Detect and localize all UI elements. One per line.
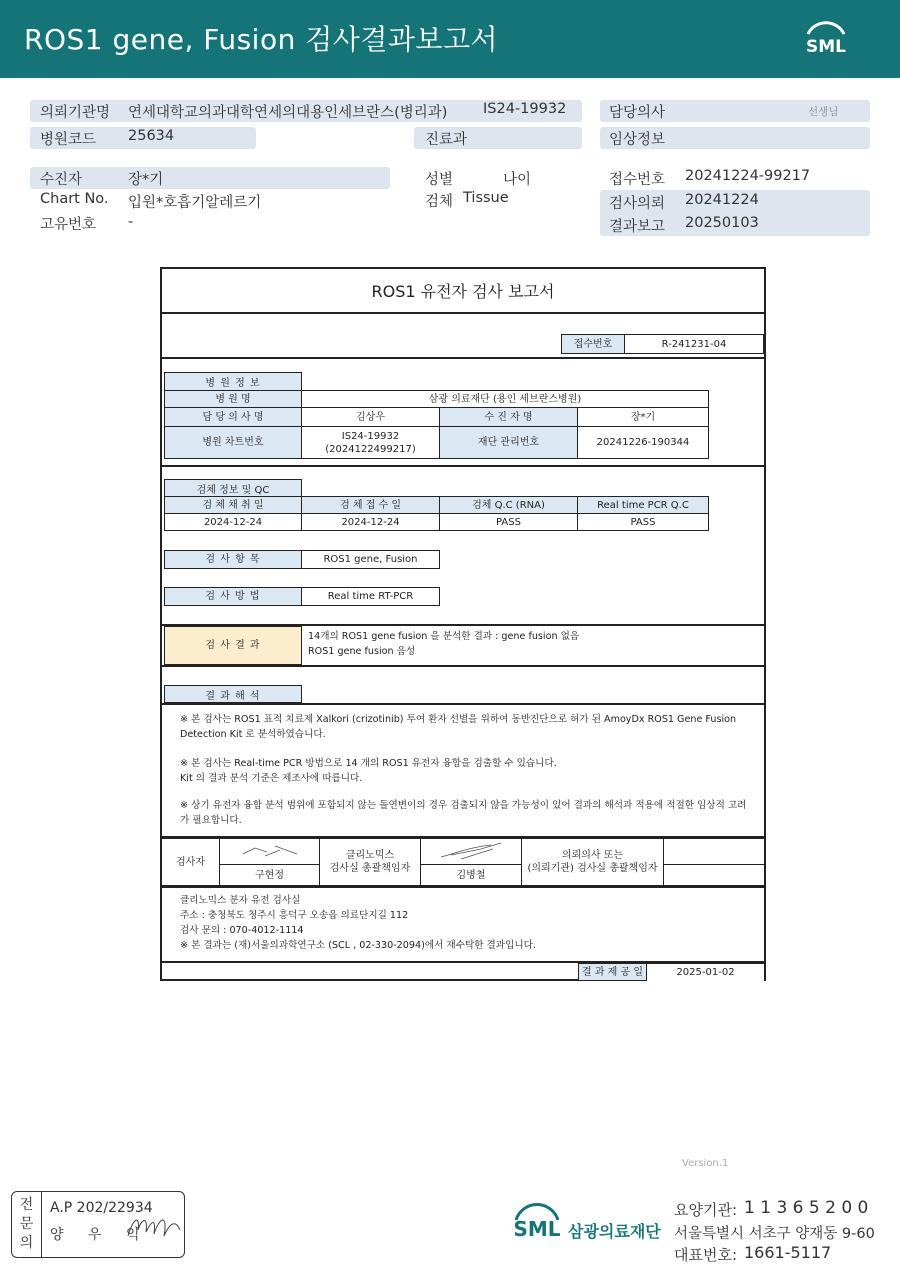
chart-label: Chart No.	[40, 191, 109, 207]
sml-brand-logo-icon	[508, 1198, 566, 1256]
age-label: 나이	[503, 172, 532, 188]
stamp-side-text: 전문의	[19, 1197, 34, 1251]
chart-number-label: 병원 차트번호	[164, 426, 302, 459]
receipt-value: 20241224-99217	[685, 168, 811, 184]
sml-logo-icon	[800, 14, 852, 62]
clinomics-label	[319, 838, 421, 886]
phone-label: 대표번호:	[674, 1246, 738, 1264]
provide-date-value: 2025-01-02	[646, 963, 764, 981]
gender-label: 성별	[425, 172, 454, 188]
ros1-report	[160, 267, 766, 981]
result-label: 결과보고	[609, 219, 666, 235]
lab-contact: 검사 문의 : 070-4012-1114	[180, 925, 304, 936]
patient-name-label: 수 진 자 명	[439, 407, 578, 427]
result-line-2: ROS1 gene fusion 음성	[308, 646, 416, 657]
interpretation-header: 결 과 해 석	[164, 685, 302, 703]
chart-number-value	[301, 426, 440, 459]
divider	[301, 626, 302, 665]
stamp-signature-icon	[124, 1206, 184, 1246]
doctor-suffix: 선생님	[808, 106, 839, 118]
receive-date-label: 검 체 접 수 일	[301, 496, 440, 514]
clinomics-signature	[420, 838, 522, 865]
tester-label: 검사자	[162, 838, 220, 886]
qc-rna-label: 검체 Q.C (RNA)	[439, 496, 578, 514]
brand-name: 삼광의료재단	[568, 1222, 661, 1241]
doctor-label: 담당의사	[609, 105, 666, 121]
qc-rna-value: PASS	[439, 513, 578, 531]
hospital-name-label: 병 원 명	[164, 390, 302, 408]
result-value: 20250103	[685, 215, 759, 231]
foundation-number-label: 재단 관리번호	[439, 426, 578, 459]
institution-code-value: IS24-19932	[483, 101, 567, 117]
foundation-number-value: 20241226-190344	[577, 426, 709, 459]
interpretation-1: ※ 본 검사는 ROS1 표적 치료제 Xalkori (crizotinib) 투여 환자 선별을 위하여 동반진단으로 허가 된 AmoyDx ROS1 Gene Fusion Detection Kit 로 분석하였습니다.	[180, 714, 737, 740]
collect-date-label: 검 체 채 취 일	[164, 496, 302, 514]
page-title: ROS1 gene, Fusion 검사결과보고서	[24, 23, 499, 56]
provide-date-label: 결 과 제 공 일	[578, 963, 647, 981]
specimen-section-header: 검체 정보 및 QC	[164, 479, 302, 497]
interpretation-3: ※ 상기 유전자 융합 분석 범위에 포함되지 않는 돌연변이의 경우 검출되지 않을 가능성이 있어 결과의 해석과 적용에 적절한 임상적 고려가 필요합니다.	[180, 800, 747, 826]
result-label: 검 사 결 과	[164, 626, 302, 665]
divider	[162, 665, 764, 667]
subject-value: 장*기	[128, 172, 164, 188]
lab-name: 클리노믹스 분자 유전 검사실	[180, 895, 301, 906]
specialist-stamp	[11, 1191, 185, 1258]
institution-label: 의뢰기관명	[40, 105, 111, 121]
svg-text:SML: SML	[806, 37, 846, 57]
clinomics-name: 김병철	[420, 864, 522, 886]
method-label: 검 사 방 법	[164, 587, 302, 606]
chart-value: 입원*호흡기알레르기	[128, 195, 262, 211]
subject-label: 수진자	[40, 172, 83, 188]
qc-pcr-label: Real time PCR Q.C	[577, 496, 709, 514]
specimen-value: Tissue	[463, 190, 509, 206]
report-receipt-value: R-241231-04	[624, 334, 764, 354]
stamp-ap-number: A.P 202/22934	[50, 1200, 153, 1216]
header-bar	[0, 0, 900, 78]
requester-signature	[663, 838, 764, 865]
chart-number-line-2: (2024122499217)	[325, 443, 416, 455]
test-item-value: ROS1 gene, Fusion	[301, 550, 440, 569]
divider	[162, 703, 764, 705]
patient-name-value: 장*기	[577, 407, 709, 427]
hospital-code-value: 25634	[128, 128, 175, 144]
department-label: 진료과	[425, 132, 468, 148]
requester-name	[663, 864, 764, 886]
receive-date-value: 2024-12-24	[301, 513, 440, 531]
divider	[162, 357, 764, 359]
unique-value: -	[128, 214, 134, 230]
clinomics-label-2: 검사실 총괄책임자	[329, 863, 411, 874]
version-label: Version.1	[682, 1158, 729, 1169]
hospital-name-value: 삼광 의료재단 (용인 세브란스병원)	[301, 390, 709, 408]
footer-address: 서울특별시 서초구 양재동 9-60	[674, 1226, 875, 1242]
hospital-code-label: 병원코드	[40, 132, 97, 148]
report-title: ROS1 유전자 검사 보고서	[162, 269, 764, 314]
phone-value: 1661-5117	[744, 1243, 832, 1262]
requester-label-2: (의뢰기관) 검사실 총괄책임자	[527, 863, 658, 874]
method-value: Real time RT-PCR	[301, 587, 440, 606]
request-label: 검사의뢰	[609, 196, 666, 212]
institution-code-label: 요양기관:	[674, 1201, 738, 1219]
tester-signature-icon	[235, 842, 305, 862]
divider	[162, 465, 764, 467]
subject-bg	[30, 167, 390, 189]
hospital-section-header: 병 원 정 보	[164, 372, 302, 391]
test-item-label: 검 사 항 목	[164, 550, 302, 569]
request-value: 20241224	[685, 192, 759, 208]
institution-code-value: 1 1 3 6 5 2 0 0	[744, 1198, 869, 1218]
result-line-1: 14개의 ROS1 gene fusion 을 분석한 결과 : gene fusion 없음	[308, 631, 580, 642]
lab-note: ※ 본 결과는 (재)서울의과학연구소 (SCL , 02-330-2094)에서 재수탁한 결과입니다.	[180, 940, 536, 951]
tester-signature	[219, 838, 320, 865]
clinical-label: 임상정보	[609, 132, 666, 148]
institution-value: 연세대학교의과대학연세의대용인세브란스(병리과)	[128, 105, 448, 121]
unique-label: 고유번호	[40, 217, 97, 233]
stamp-side-label	[12, 1192, 42, 1257]
clinomics-label-1: 클리노믹스	[345, 850, 395, 861]
specimen-label: 검체	[425, 194, 454, 210]
clinomics-signature-icon	[431, 841, 511, 863]
collect-date-value: 2024-12-24	[164, 513, 302, 531]
interpretation-2a: ※ 본 검사는 Real-time PCR 방법으로 14 개의 ROS1 유전자 융합을 검출할 수 있습니다.	[180, 758, 557, 769]
qc-pcr-value: PASS	[577, 513, 709, 531]
divider	[162, 886, 764, 888]
report-receipt-label: 접수번호	[561, 334, 625, 354]
lab-address: 주소 : 충청북도 청주시 흥덕구 오송읍 의료단지길 112	[180, 910, 409, 921]
doctor-name-label: 담 당 의 사 명	[164, 407, 302, 427]
requester-label	[521, 838, 664, 886]
chart-number-line-1: IS24-19932	[341, 430, 400, 442]
receipt-label: 접수번호	[609, 172, 666, 188]
interpretation-2b: Kit 의 결과 분석 기준은 제조사에 따릅니다.	[180, 773, 363, 784]
requester-label-1: 의뢰의사 또는	[561, 850, 624, 861]
doctor-name-value: 김상우	[301, 407, 440, 427]
tester-name: 구현정	[219, 864, 320, 886]
svg-text:SML: SML	[513, 1217, 561, 1241]
stamp-name: 양 우 익	[50, 1227, 150, 1243]
